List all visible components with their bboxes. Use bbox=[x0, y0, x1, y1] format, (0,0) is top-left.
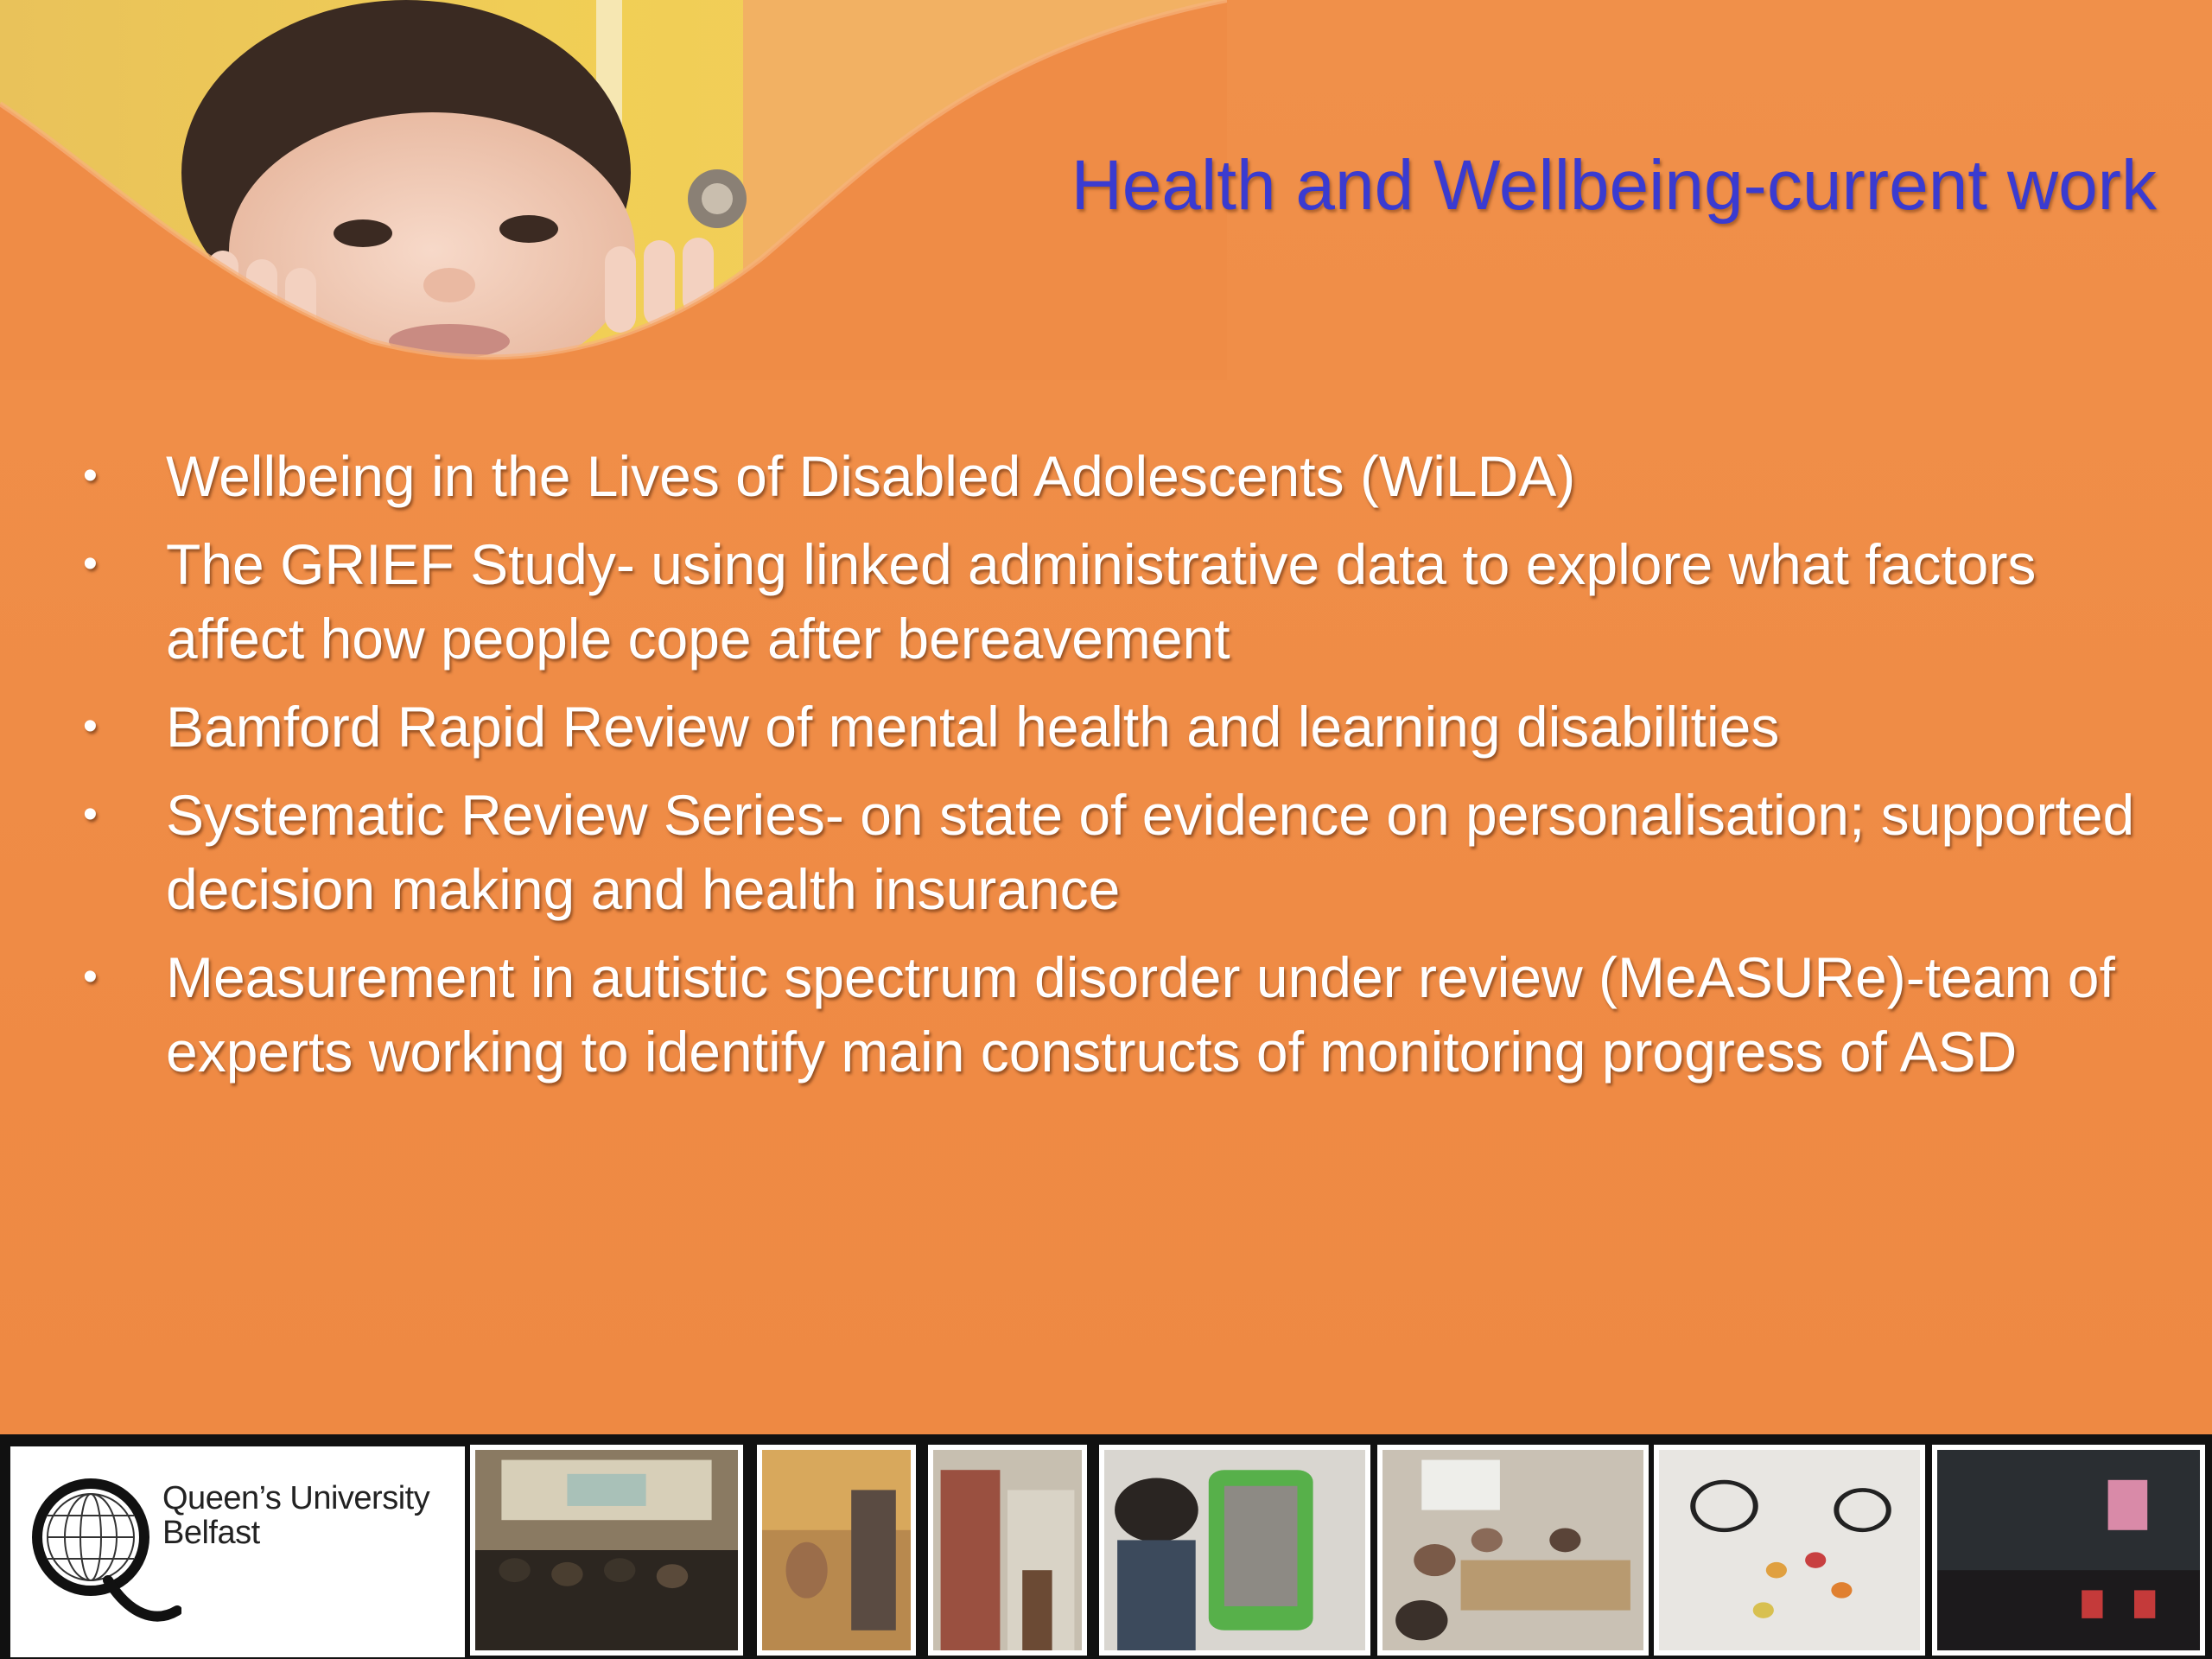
photo-child-with-frame bbox=[1099, 1445, 1370, 1656]
bullet-item bbox=[0, 940, 2143, 1089]
photo-group-meeting bbox=[1377, 1445, 1649, 1656]
bullet-text: The GRIEF Study- using linked administrative data to explore what factors affect how people cope after bereavement bbox=[166, 532, 2037, 671]
university-name-line2: Belfast bbox=[162, 1515, 260, 1551]
bullet-dot: • bbox=[83, 954, 98, 1000]
photo-building bbox=[928, 1445, 1087, 1656]
bullet-dot: • bbox=[83, 453, 98, 499]
q-crest-icon bbox=[26, 1464, 181, 1637]
footer-photo-strip bbox=[0, 1434, 2212, 1659]
photo-conference-hall bbox=[1932, 1445, 2205, 1656]
bullet-item bbox=[0, 778, 2143, 926]
bullet-text: Bamford Rapid Review of mental health and learning disabilities bbox=[166, 695, 1780, 759]
child-photo-image bbox=[0, 0, 1227, 380]
child-photo bbox=[0, 0, 1227, 380]
bullet-text: Systematic Review Series- on state of evidence on personalisation; supported decision making and health insurance bbox=[166, 783, 2135, 921]
bullet-text: Wellbeing in the Lives of Disabled Adolescents (WiLDA) bbox=[166, 444, 1576, 508]
bullet-dot: • bbox=[83, 703, 98, 749]
bullet-dot: • bbox=[83, 541, 98, 587]
slide-title: Health and Wellbeing-current work bbox=[1071, 146, 2157, 225]
university-name bbox=[162, 1481, 429, 1550]
bullet-item bbox=[0, 527, 2143, 676]
university-logo bbox=[10, 1446, 465, 1657]
bullet-item bbox=[0, 690, 2143, 764]
photo-feelings-table bbox=[1654, 1445, 1925, 1656]
university-name-line1: Queen’s University bbox=[162, 1480, 430, 1516]
bullet-dot: • bbox=[83, 791, 98, 837]
photo-lecture-audience bbox=[470, 1445, 743, 1656]
bullet-list bbox=[0, 439, 2143, 1103]
photo-children-room bbox=[757, 1445, 916, 1656]
bullet-text: Measurement in autistic spectrum disorder under review (MeASURe)-team of experts working to identify main constructs of monitoring progress of ASD bbox=[166, 945, 2115, 1084]
bullet-item bbox=[0, 439, 2143, 513]
